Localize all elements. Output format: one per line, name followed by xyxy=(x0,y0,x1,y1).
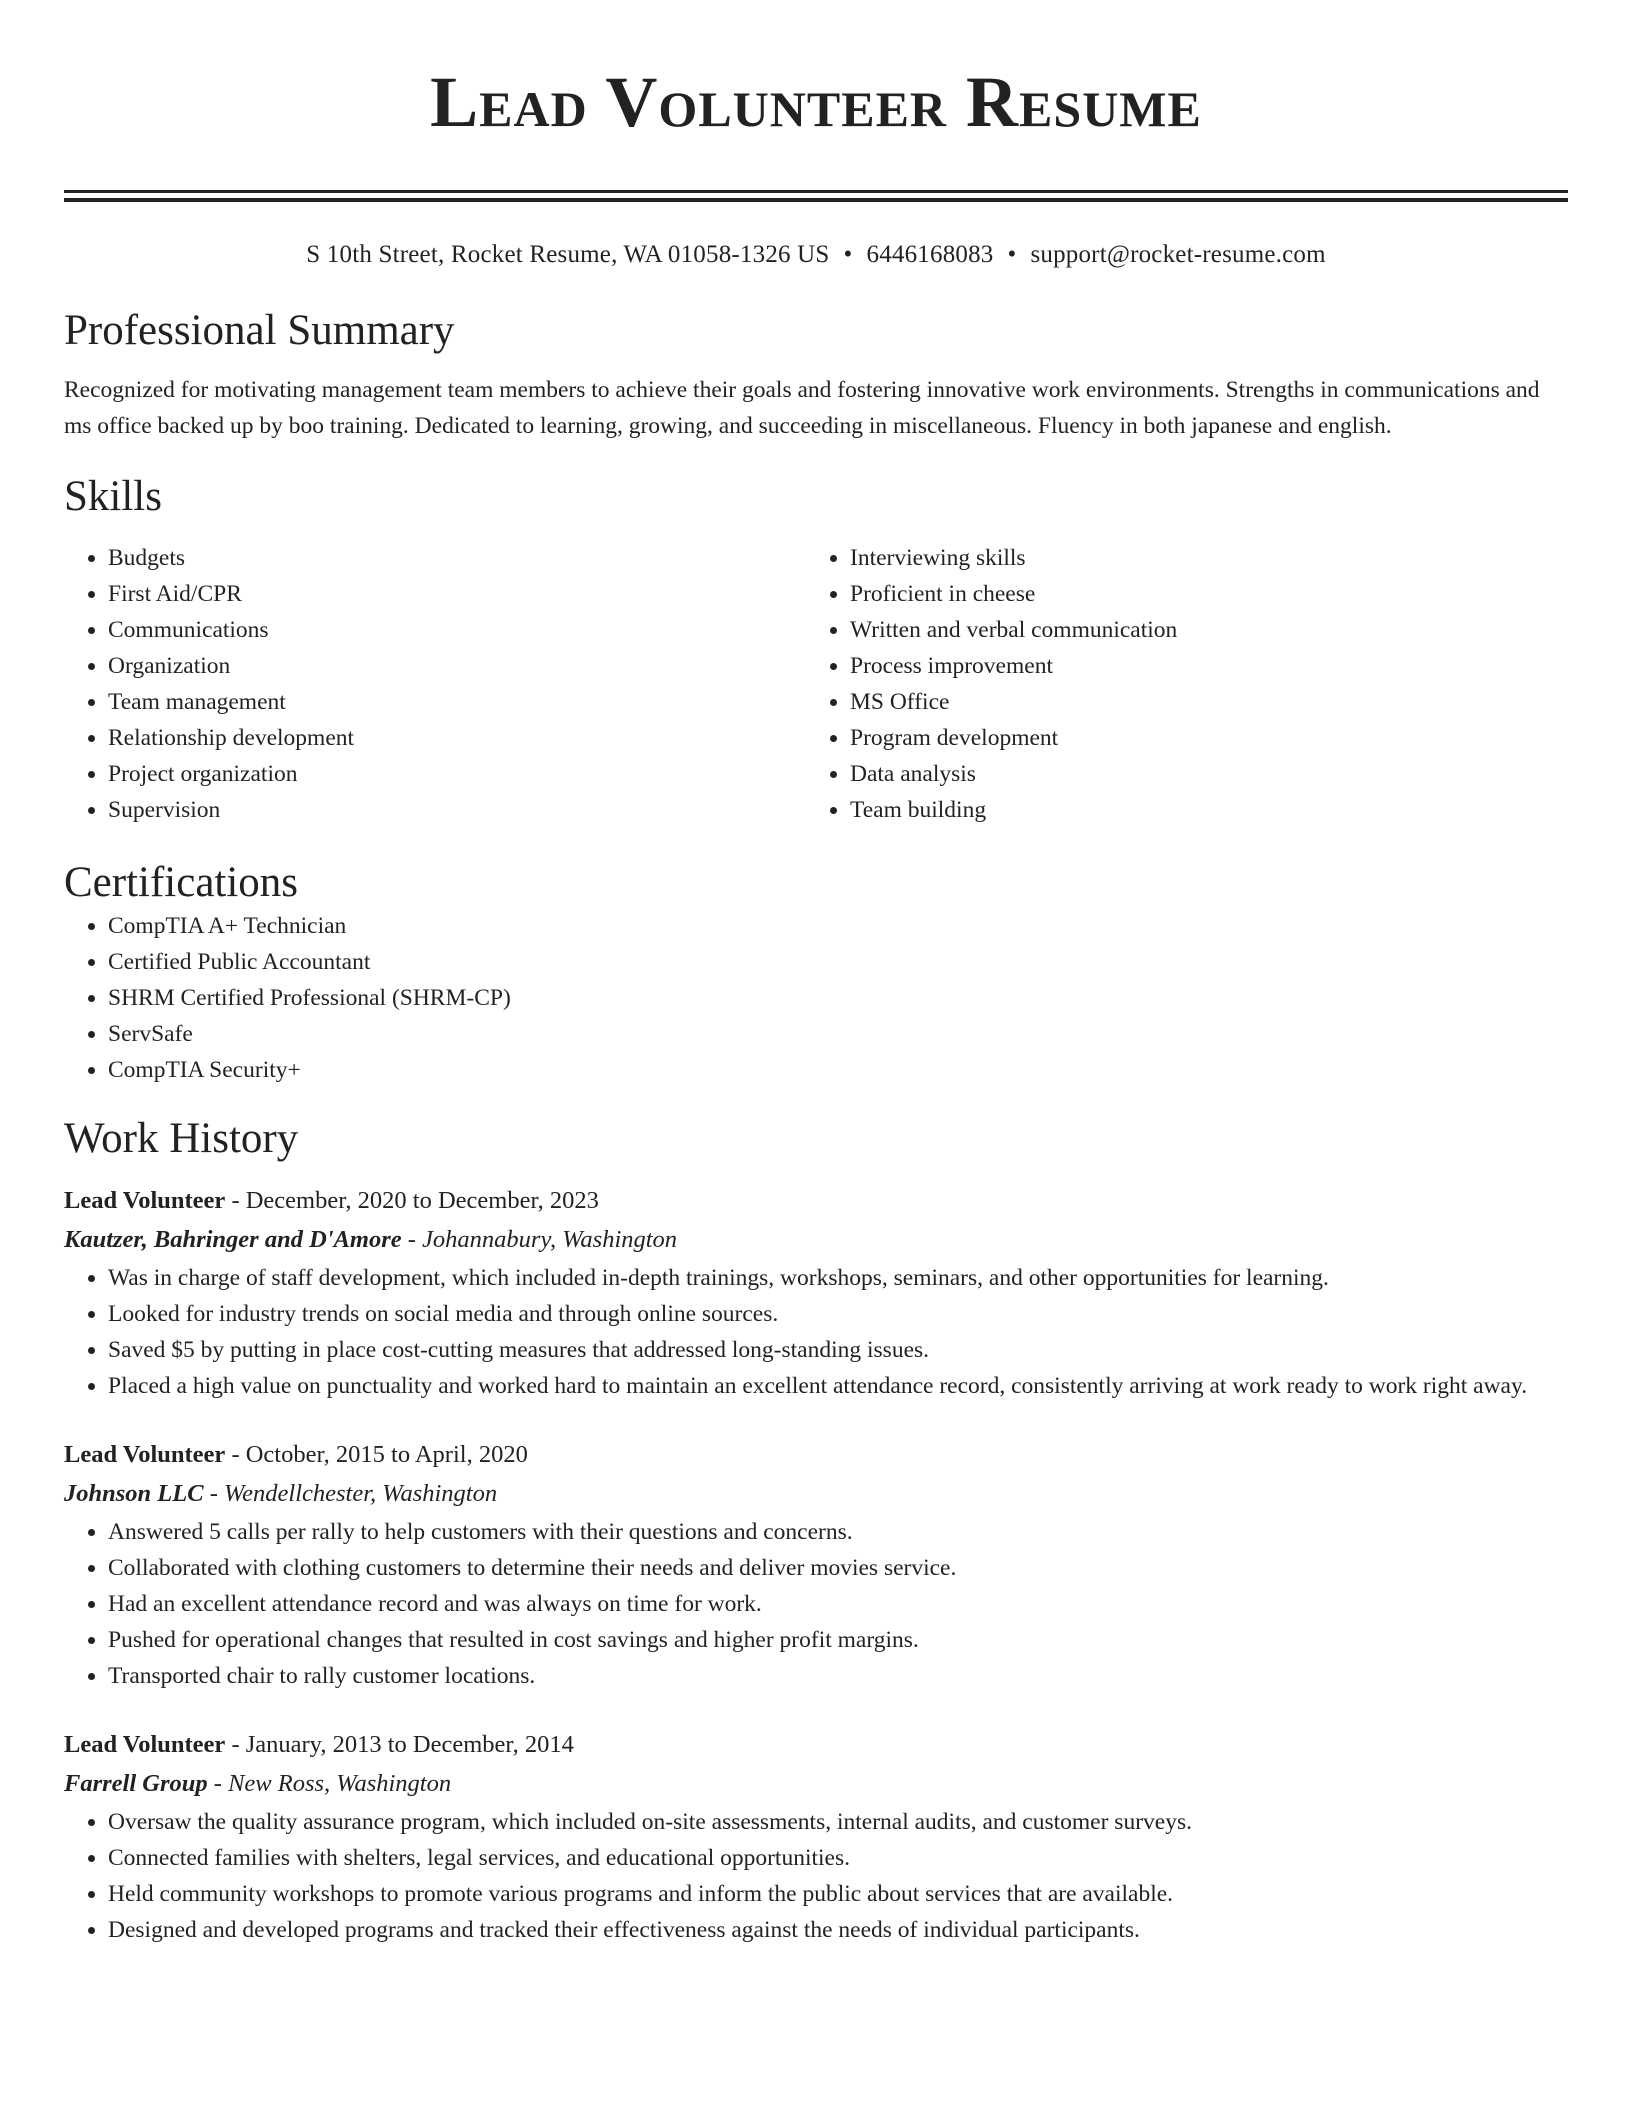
contact-email: support@rocket-resume.com xyxy=(1030,241,1326,268)
job-bullet: • Transported chair to rally customer locations. xyxy=(108,1658,1568,1694)
resume-title: Lead Volunteer Resume xyxy=(430,62,1202,142)
job-dash: - xyxy=(225,1441,246,1468)
job-bullet: • Oversaw the quality assurance program, which included on-site assessments, internal audits, and customer surveys. xyxy=(108,1804,1568,1840)
job-bullet: • Was in charge of staff development, which included in-depth trainings, workshops, seminars, and other opportunities for learning. xyxy=(108,1260,1568,1296)
job-bullet: • Saved $5 by putting in place cost-cutting measures that addressed long-standing issues. xyxy=(108,1332,1568,1368)
certification-item: • CompTIA Security+ xyxy=(108,1052,1568,1088)
job-dash: - xyxy=(207,1770,229,1797)
job-bullet: • Answered 5 calls per rally to help customers with their questions and concerns. xyxy=(108,1514,1568,1550)
skill-item: • Program development xyxy=(850,720,1548,756)
job-location: Wendellchester, Washington xyxy=(223,1480,498,1507)
certifications-list xyxy=(64,908,1568,1088)
certification-item: • ServSafe xyxy=(108,1016,1568,1052)
certification-item: • Certified Public Accountant xyxy=(108,944,1568,980)
contact-separator: • xyxy=(1007,241,1017,268)
skill-item: • Relationship development xyxy=(108,720,806,756)
job-company: Kautzer, Bahringer and D'Amore xyxy=(64,1226,402,1253)
skill-item: • First Aid/CPR xyxy=(108,576,806,612)
skills-columns xyxy=(64,540,1568,828)
skill-item: • Process improvement xyxy=(850,648,1548,684)
job-bullet: • Designed and developed programs and tracked their effectiveness against the needs of individual participants. xyxy=(108,1912,1568,1948)
skill-item: • Project organization xyxy=(108,756,806,792)
job-dates: October, 2015 to April, 2020 xyxy=(245,1441,528,1468)
job-company-line xyxy=(64,1764,1568,1804)
job-header xyxy=(64,1436,1568,1474)
job-company-line xyxy=(64,1220,1568,1260)
job-dash: - xyxy=(225,1187,246,1214)
skill-item: • Data analysis xyxy=(850,756,1548,792)
contact-phone: 6446168083 xyxy=(866,241,994,268)
job-role: Lead Volunteer xyxy=(64,1441,226,1468)
skills-column-left xyxy=(64,540,806,828)
job-company: Farrell Group xyxy=(64,1770,208,1797)
skill-item: • Organization xyxy=(108,648,806,684)
job-bullet: • Looked for industry trends on social media and through online sources. xyxy=(108,1296,1568,1332)
skills-list-right xyxy=(806,540,1548,828)
work-history-heading: Work History xyxy=(64,1115,299,1162)
skill-item: • Proficient in cheese xyxy=(850,576,1548,612)
job-entry xyxy=(64,1182,1568,1404)
certification-item: • CompTIA A+ Technician xyxy=(108,908,1568,944)
job-company-line xyxy=(64,1474,1568,1514)
title-double-rule xyxy=(64,190,1568,202)
job-entry xyxy=(64,1436,1568,1694)
job-bullet: • Placed a high value on punctuality and worked hard to maintain an excellent attendance record, consistently arriving at work ready to work right away. xyxy=(108,1368,1568,1404)
skill-item: • MS Office xyxy=(850,684,1548,720)
job-bullet: • Held community workshops to promote various programs and inform the public about services that are available. xyxy=(108,1876,1568,1912)
job-header xyxy=(64,1182,1568,1220)
job-role: Lead Volunteer xyxy=(64,1187,226,1214)
job-dash: - xyxy=(203,1480,224,1507)
job-role: Lead Volunteer xyxy=(64,1731,226,1758)
skills-list-left xyxy=(64,540,806,828)
skill-item: • Team management xyxy=(108,684,806,720)
skill-item: • Written and verbal communication xyxy=(850,612,1548,648)
skill-item: • Interviewing skills xyxy=(850,540,1548,576)
job-bullets xyxy=(64,1514,1568,1694)
job-bullets xyxy=(64,1260,1568,1404)
contact-address: S 10th Street, Rocket Resume, WA 01058-1326 US xyxy=(306,241,830,268)
skills-column-right xyxy=(806,540,1548,828)
job-bullet: • Pushed for operational changes that resulted in cost savings and higher profit margins. xyxy=(108,1622,1568,1658)
skill-item: • Budgets xyxy=(108,540,806,576)
job-header xyxy=(64,1726,1568,1764)
job-location: New Ross, Washington xyxy=(228,1770,452,1797)
skills-heading: Skills xyxy=(64,473,162,520)
skill-item: • Communications xyxy=(108,612,806,648)
job-bullets xyxy=(64,1804,1568,1948)
job-dash: - xyxy=(401,1226,423,1253)
contact-line xyxy=(64,240,1568,270)
job-dash: - xyxy=(225,1731,246,1758)
skill-item: • Supervision xyxy=(108,792,806,828)
certification-item: • SHRM Certified Professional (SHRM-CP) xyxy=(108,980,1568,1016)
job-bullet: • Collaborated with clothing customers to determine their needs and deliver movies service. xyxy=(108,1550,1568,1586)
job-bullet: • Had an excellent attendance record and was always on time for work. xyxy=(108,1586,1568,1622)
summary-heading: Professional Summary xyxy=(64,307,455,354)
job-dates: December, 2020 to December, 2023 xyxy=(245,1187,599,1214)
summary-text: Recognized for motivating management team members to achieve their goals and fostering innovative work environments. Strengths in communications and ms office backed up by boo training. Dedicated to learning, growing, and succeeding in miscellaneous. Fluency in both japanese and english. xyxy=(64,377,1540,439)
job-dates: January, 2013 to December, 2014 xyxy=(245,1731,574,1758)
job-location: Johannabury, Washington xyxy=(422,1226,678,1253)
job-entry xyxy=(64,1726,1568,1948)
certifications-heading: Certifications xyxy=(64,859,299,906)
skill-item: • Team building xyxy=(850,792,1548,828)
job-company: Johnson LLC xyxy=(64,1480,204,1507)
job-bullet: • Connected families with shelters, legal services, and educational opportunities. xyxy=(108,1840,1568,1876)
contact-separator: • xyxy=(843,241,853,268)
